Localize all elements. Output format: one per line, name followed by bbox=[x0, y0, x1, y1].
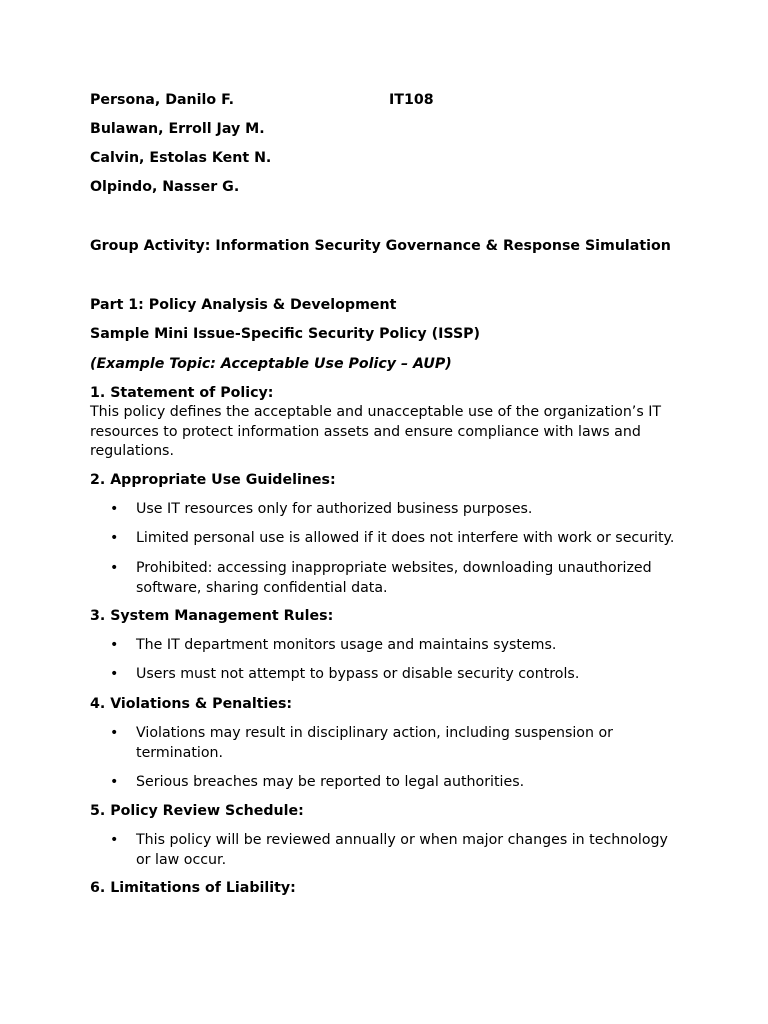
list-item bbox=[110, 665, 680, 685]
part1-example-topic: (Example Topic: Acceptable Use Policy – AUP) bbox=[90, 356, 452, 372]
list-item bbox=[110, 636, 680, 656]
bullet-dot: • bbox=[110, 501, 119, 517]
course-code: IT108 bbox=[389, 92, 434, 108]
list-item bbox=[110, 500, 680, 520]
bullet-dot: • bbox=[110, 560, 119, 576]
list-item-text: The IT department monitors usage and maintains systems. bbox=[136, 637, 557, 653]
list-item bbox=[110, 529, 680, 549]
document-title: Group Activity: Information Security Governance & Response Simulation bbox=[90, 238, 671, 254]
bullet-dot: • bbox=[110, 637, 119, 653]
author-name-3: Calvin, Estolas Kent N. bbox=[90, 150, 272, 166]
list-item-text: Serious breaches may be reported to legal authorities. bbox=[136, 774, 525, 790]
author-name-2: Bulawan, Erroll Jay M. bbox=[90, 121, 265, 137]
section-1-heading: 1. Statement of Policy: bbox=[90, 385, 274, 401]
list-item bbox=[110, 831, 680, 870]
list-item-text: Limited personal use is allowed if it does not interfere with work or security. bbox=[136, 530, 675, 546]
part1-subheading: Sample Mini Issue-Specific Security Policy (ISSP) bbox=[90, 326, 481, 342]
bullet-dot: • bbox=[110, 832, 119, 848]
author-name-1: Persona, Danilo F. bbox=[90, 92, 235, 108]
author-name-4: Olpindo, Nasser G. bbox=[90, 179, 240, 195]
section-6-heading: 6. Limitations of Liability: bbox=[90, 880, 296, 896]
list-item-text: Prohibited: accessing inappropriate websites, downloading unauthorized software, sharing confidential data. bbox=[136, 560, 652, 596]
bullet-dot: • bbox=[110, 530, 119, 546]
section-4-heading: 4. Violations & Penalties: bbox=[90, 696, 293, 712]
list-item-text: This policy will be reviewed annually or when major changes in technology or law occur. bbox=[136, 832, 668, 868]
section-2-heading: 2. Appropriate Use Guidelines: bbox=[90, 472, 336, 488]
part1-heading: Part 1: Policy Analysis & Development bbox=[90, 297, 397, 313]
list-item bbox=[110, 559, 680, 598]
section-1-body: This policy defines the acceptable and unacceptable use of the organization’s IT resources to protect information assets and ensure compliance with laws and regulations. bbox=[90, 404, 662, 459]
bullet-dot: • bbox=[110, 774, 119, 790]
list-item bbox=[110, 773, 680, 793]
list-item-text: Use IT resources only for authorized business purposes. bbox=[136, 501, 533, 517]
bullet-dot: • bbox=[110, 666, 119, 682]
list-item-text: Users must not attempt to bypass or disable security controls. bbox=[136, 666, 580, 682]
section-5-heading: 5. Policy Review Schedule: bbox=[90, 803, 304, 819]
section-3-heading: 3. System Management Rules: bbox=[90, 608, 334, 624]
list-item-text: Violations may result in disciplinary action, including suspension or termination. bbox=[136, 725, 613, 761]
bullet-dot: • bbox=[110, 725, 119, 741]
list-item bbox=[110, 724, 680, 763]
